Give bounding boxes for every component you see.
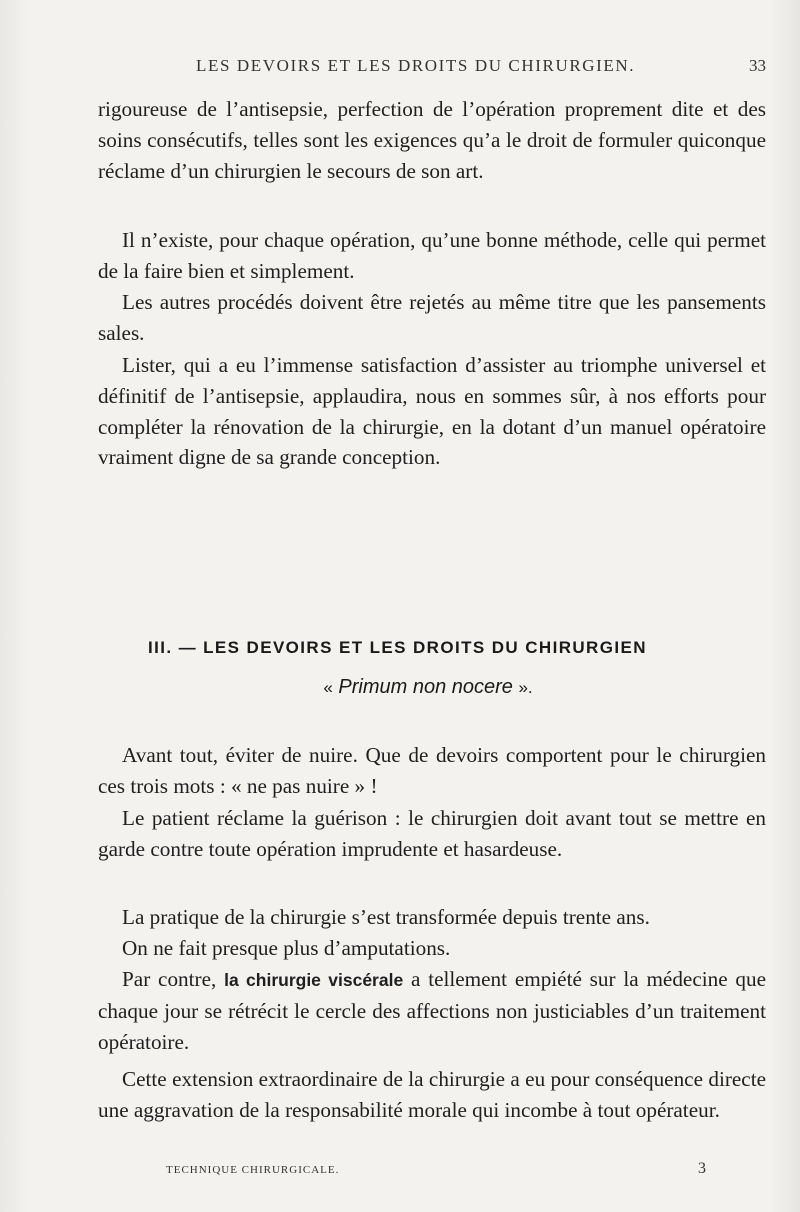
paragraph-text-end: a tellement empiété sur la médecine que chaque jour se rétrécit le cercle des affections non justiciables d’un traitement opératoire. [98, 967, 766, 1054]
paragraph-text: La pratique de la chirurgie s’est transformée depuis trente ans. [122, 905, 650, 929]
running-title: LES DEVOIRS ET LES DROITS DU CHIRURGIEN. [196, 56, 636, 75]
paragraph-text: Cette extension extraordinaire de la chirurgie a eu pour conséquence directe une aggravation de la responsabilité morale qui incombe à tout opérateur. [98, 1067, 766, 1122]
running-header [98, 56, 766, 82]
paragraph-continued: rigoureuse de l’antisepsie, perfection de l’opération proprement dite et des soins consécutifs, telles sont les exigences qu’a le droit de formuler quiconque réclame d’un chirurgien le secours de son art. [98, 97, 766, 183]
paragraph-text: Les autres procédés doivent être rejetés au même titre que les pansements sales. [98, 290, 766, 345]
paragraph [98, 964, 766, 1057]
paragraph-text-start: Par contre, [122, 967, 217, 991]
footer-signature: TECHNIQUE CHIRURGICALE. [166, 1164, 340, 1176]
paragraph-text: Avant tout, éviter de nuire. Que de devoirs comportent pour le chirurgien ces trois mots : « ne pas nuire » ! [98, 743, 766, 798]
paragraph [98, 933, 766, 964]
motto-close-quote: ». [518, 678, 533, 697]
paragraph [98, 287, 766, 349]
footer-sheet-number: 3 [698, 1160, 706, 1177]
section-motto [0, 676, 800, 699]
paragraph-text: Il n’existe, pour chaque opération, qu’une bonne méthode, celle qui permet de la faire bien et simplement. [98, 228, 766, 283]
paragraph [98, 803, 766, 865]
emphasis-text: la chirurgie viscérale [224, 970, 404, 990]
motto-open-quote: « [323, 678, 333, 697]
motto-text: Primum non nocere [338, 676, 513, 698]
page-number: 33 [749, 56, 766, 75]
paragraph [98, 1064, 766, 1126]
paragraph [98, 740, 766, 802]
paragraph [98, 350, 766, 473]
paragraph-text: Le patient réclame la guérison : le chirurgien doit avant tout se mettre en garde contre toute opération imprudente et hasardeuse. [98, 806, 766, 861]
paragraph-text: On ne fait presque plus d’amputations. [122, 936, 451, 960]
paragraph [98, 225, 766, 287]
page-footer [166, 1160, 706, 1184]
paragraph [98, 902, 766, 933]
paragraph-text: Lister, qui a eu l’immense satisfaction d’assister au triomphe universel et définitif de l’antisepsie, applaudira, nous en sommes sûr, à nos efforts pour compléter la rénovation de la chirurgie, en la dotant d’un manuel opératoire vraiment digne de sa grande conception. [98, 353, 766, 470]
section-heading: III. — LES DEVOIRS ET LES DROITS DU CHIRURGIEN [148, 638, 647, 657]
